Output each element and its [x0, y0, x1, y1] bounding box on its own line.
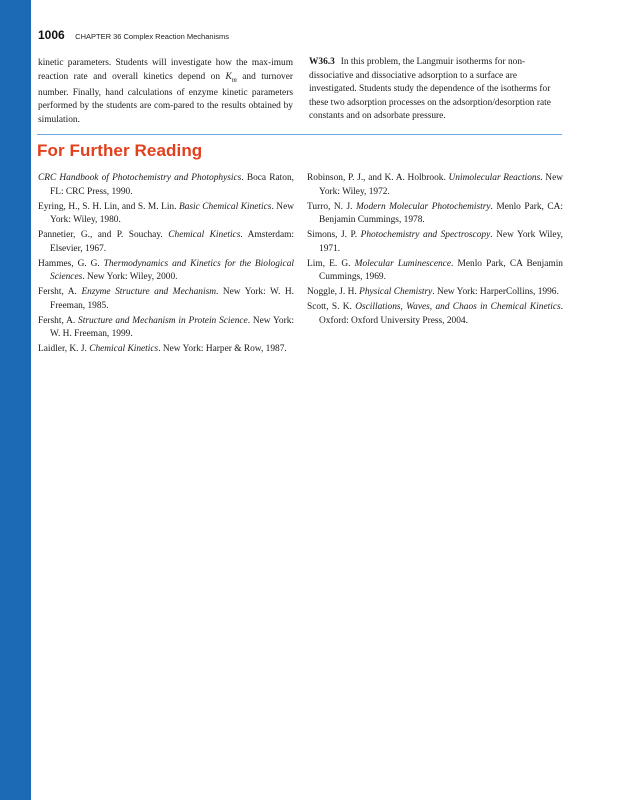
reference-title: Enzyme Structure and Mechanism — [81, 287, 216, 297]
reference-title: Modern Molecular Photochemistry — [355, 201, 491, 212]
references-left-column — [38, 172, 294, 358]
problem-w36-3 — [309, 56, 562, 124]
reference-author: Eyring, H., S. H. Lin, and S. M. Lin. — [38, 201, 179, 212]
reference-item — [38, 201, 294, 228]
km-symbol: K — [225, 71, 232, 82]
reference-item — [307, 172, 563, 199]
paragraph-text-before: kinetic parameters. Students will investigate how the max-imum reaction rate and overall kinetics depend on — [38, 58, 293, 82]
page-number: 1006 — [38, 28, 65, 42]
reference-publisher: . New York: Wiley, 2000. — [82, 272, 178, 282]
reference-publisher: . New York: Wiley, 1980. — [50, 201, 294, 225]
reference-author: Robinson, P. J., and K. A. Holbrook. — [307, 173, 449, 183]
reference-author: Turro, N. J. — [307, 201, 356, 212]
section-divider — [37, 134, 562, 135]
reference-title: Physical Chemistry — [359, 287, 433, 297]
references-right-column — [307, 172, 563, 330]
reference-author: Lim, E. G. — [307, 258, 355, 269]
reference-title: Oscillations, Waves, and Chaos in Chemical Kinetics — [355, 302, 561, 312]
reference-publisher: . Menlo Park, CA: Benjamin Cummings, 1978. — [319, 201, 564, 225]
problem-label: W36.3 — [309, 57, 335, 67]
reference-publisher: . Boca Raton, FL: CRC Press, 1990. — [50, 173, 294, 197]
reference-item — [38, 286, 294, 313]
reference-author: Fersht, A. — [38, 287, 82, 297]
reference-item — [38, 258, 294, 285]
running-title: CHAPTER 36 Complex Reaction Mechanisms — [75, 32, 229, 41]
reference-author: Fersht, A. — [38, 315, 79, 326]
reference-item — [38, 343, 294, 357]
reference-title: Thermodynamics and Kinetics for the Biological Sciences — [50, 258, 294, 282]
section-title: For Further Reading — [37, 141, 203, 160]
reference-publisher: . New York: Harper & Row, 1987. — [158, 344, 287, 354]
left-text-column — [38, 57, 293, 127]
reference-author: Noggle, J. H. — [307, 287, 360, 297]
side-color-bar — [0, 0, 31, 800]
reference-publisher: . New York: W. H. Freeman, 1999. — [50, 315, 294, 339]
reference-item — [38, 172, 294, 199]
reference-publisher: . New York: Wiley, 1972. — [319, 173, 564, 197]
reference-publisher: . Amsterdam: Elsevier, 1967. — [50, 230, 295, 254]
reference-item — [38, 315, 294, 342]
reference-title: Chemical Kinetics — [168, 230, 241, 240]
problem-text: In this problem, the Langmuir isotherms for non-dissociative and dissociative adsorption to a surface are investigated. Students study the dependence of the isotherms for these two adsorption processes on the adsorption/desorption rate constants and on adsorbate pressure. — [309, 57, 551, 121]
intro-paragraph — [38, 57, 293, 127]
reference-title: Molecular Luminescence — [354, 258, 451, 269]
reference-author: Scott, S. K. — [307, 302, 356, 312]
reference-item — [307, 258, 563, 285]
reference-item — [307, 286, 563, 300]
km-subscript: m — [231, 75, 237, 84]
reference-item — [307, 201, 563, 228]
reference-publisher: . New York Wiley, 1971. — [319, 230, 563, 254]
reference-author: Pannetier, G., and P. Souchay. — [38, 230, 169, 240]
page-header — [38, 26, 229, 44]
reference-publisher: . Menlo Park, CA Benjamin Cummings, 1969. — [319, 258, 563, 282]
reference-title: CRC Handbook of Photochemistry and Photophysics — [38, 173, 242, 183]
reference-title: Photochemistry and Spectroscopy — [360, 230, 491, 240]
reference-title: Structure and Mechanism in Protein Science — [78, 315, 248, 326]
reference-author: Laidler, K. J. — [38, 344, 90, 354]
reference-publisher: . Oxford: Oxford University Press, 2004. — [319, 302, 563, 326]
reference-title: Basic Chemical Kinetics — [178, 201, 272, 212]
reference-title: Unimolecular Reactions — [448, 173, 541, 183]
reference-publisher: . New York: W. H. Freeman, 1985. — [50, 287, 295, 311]
reference-author: Simons, J. P. — [307, 230, 361, 240]
reference-item — [307, 229, 563, 256]
reference-item — [307, 301, 563, 328]
reference-title: Chemical Kinetics — [89, 344, 159, 354]
paragraph-text-after: and turnover number. Finally, hand calculations of enzyme kinetic parameters performed by the students are com-pared to the results obtained by simulation. — [38, 71, 293, 125]
reference-item — [38, 229, 294, 256]
reference-author: Hammes, G. G. — [38, 258, 104, 269]
reference-publisher: . New York: HarperCollins, 1996. — [432, 287, 559, 297]
